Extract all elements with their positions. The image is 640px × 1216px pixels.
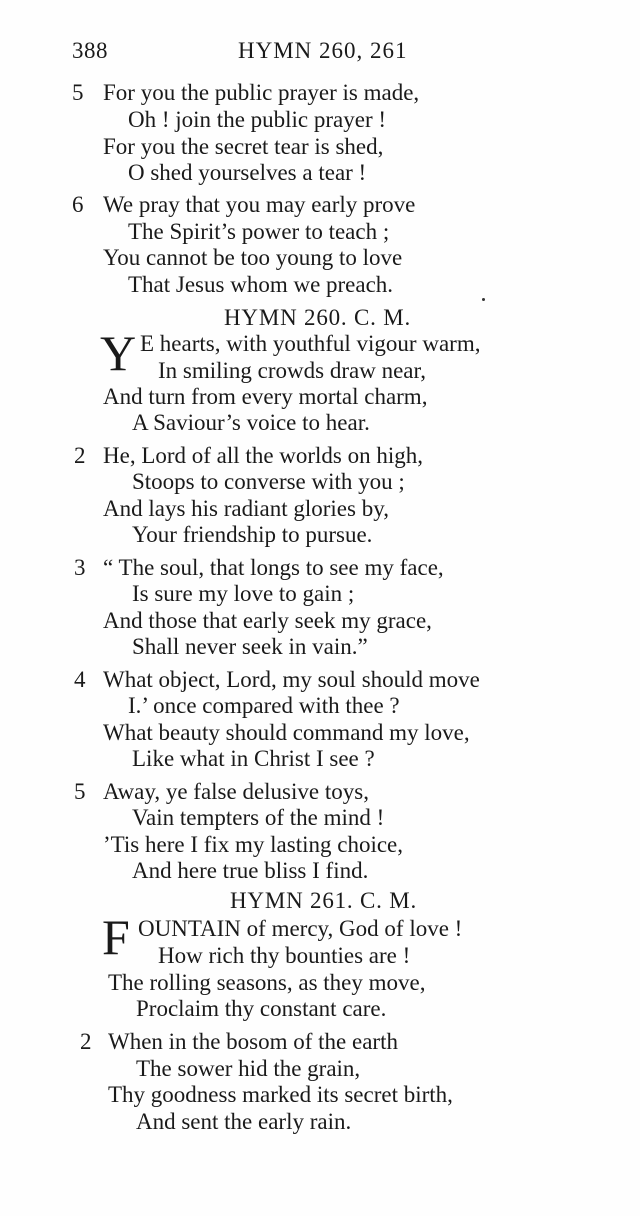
verse-line: In smiling crowds draw near, xyxy=(158,358,426,383)
print-speck xyxy=(482,298,485,301)
verse-line: Away, ye false delusive toys, xyxy=(103,779,369,804)
verse-number: 5 xyxy=(74,779,86,804)
verse-line: Thy goodness marked its secret birth, xyxy=(108,1082,453,1107)
verse-line: What object, Lord, my soul should move xyxy=(103,667,480,692)
verse-line: That Jesus whom we preach. xyxy=(128,272,394,297)
verse-line: Like what in Christ I see ? xyxy=(132,746,375,771)
verse-line: OUNTAIN of mercy, God of love ! xyxy=(138,916,463,941)
verse-line: When in the bosom of the earth xyxy=(108,1029,398,1054)
verse-line: And lays his radiant glories by, xyxy=(103,496,389,521)
drop-cap: F xyxy=(102,909,130,965)
verse-line: I.’ once compared with thee ? xyxy=(128,693,400,718)
verse-line: The Spirit’s power to teach ; xyxy=(128,219,390,244)
verse-line: Is sure my love to gain ; xyxy=(132,581,355,606)
hymn-261-title: HYMN 261. C. M. xyxy=(230,888,418,913)
verse-number: 5 xyxy=(72,80,84,105)
page-number: 388 xyxy=(72,38,108,63)
verse-line: For you the secret tear is shed, xyxy=(103,134,384,159)
verse-line: Stoops to converse with you ; xyxy=(132,469,405,494)
verse-line: E hearts, with youthful vigour warm, xyxy=(140,331,481,356)
verse-line: How rich thy bounties are ! xyxy=(158,943,411,968)
verse-line: For you the public prayer is made, xyxy=(103,80,420,105)
verse-number: 6 xyxy=(72,192,84,217)
verse-line: The rolling seasons, as they move, xyxy=(108,970,426,995)
verse-line: ’Tis here I fix my lasting choice, xyxy=(103,832,404,857)
verse-number: 4 xyxy=(74,667,86,692)
running-title: HYMN 260, 261 xyxy=(238,38,408,63)
verse-line: What beauty should command my love, xyxy=(103,720,470,745)
verse-line: The sower hid the grain, xyxy=(136,1056,361,1081)
verse-line: And turn from every mortal charm, xyxy=(103,384,428,409)
hymn-260-title: HYMN 260. C. M. xyxy=(224,305,412,330)
verse-number: 2 xyxy=(80,1029,92,1054)
verse-line: And sent the early rain. xyxy=(136,1109,352,1134)
verse-line: O shed yourselves a tear ! xyxy=(128,160,367,185)
page-header xyxy=(0,38,640,68)
verse-line: “ The soul, that longs to see my face, xyxy=(103,555,444,580)
drop-cap: Y xyxy=(100,325,137,381)
verse-line: And here true bliss I find. xyxy=(132,858,369,883)
verse-line: Proclaim thy constant care. xyxy=(136,996,387,1021)
verse-line: Oh ! join the public prayer ! xyxy=(128,107,387,132)
verse-line: A Saviour’s voice to hear. xyxy=(132,410,370,435)
verse-line: Your friendship to pursue. xyxy=(132,522,373,547)
verse-number: 3 xyxy=(74,555,86,580)
verse-line: Shall never seek in vain.” xyxy=(132,634,368,659)
verse-line: You cannot be too young to love xyxy=(103,245,403,270)
verse-line: Vain tempters of the mind ! xyxy=(132,805,385,830)
verse-line: And those that early seek my grace, xyxy=(103,608,432,633)
verse-line: He, Lord of all the worlds on high, xyxy=(103,443,424,468)
verse-number: 2 xyxy=(74,443,86,468)
verse-line: We pray that you may early prove xyxy=(103,192,416,217)
